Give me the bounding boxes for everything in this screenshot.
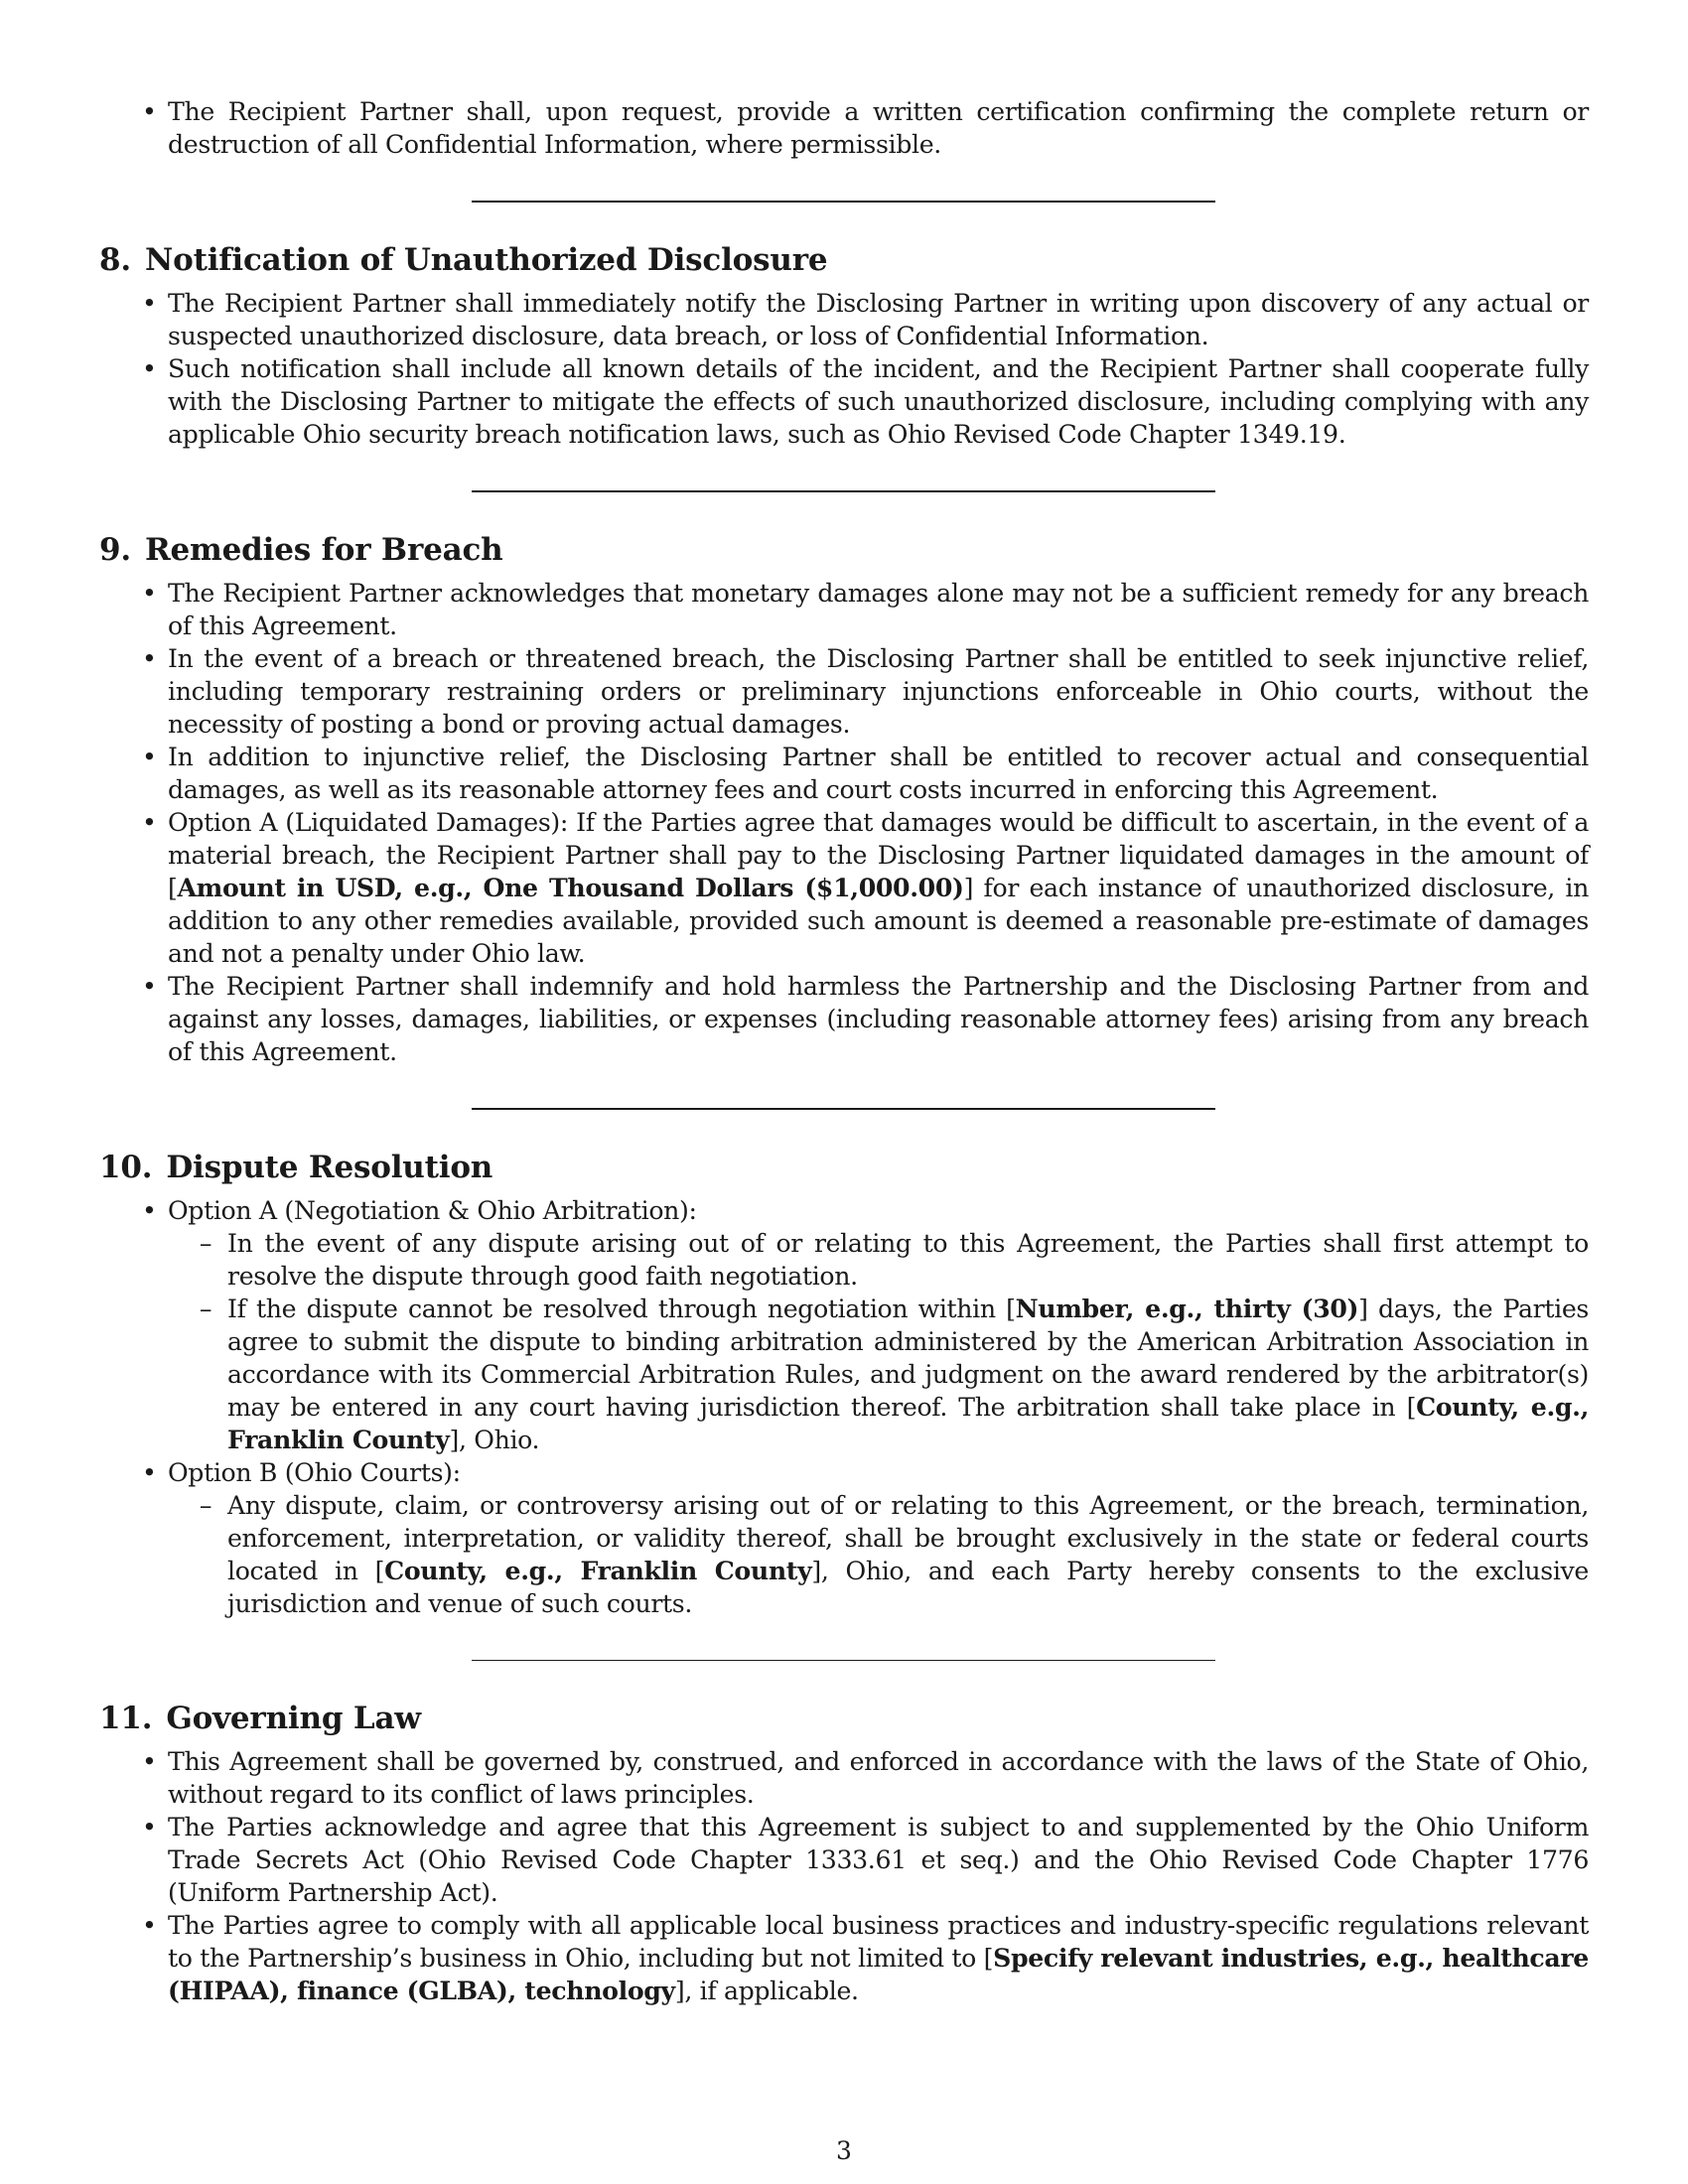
section-heading-8	[99, 240, 1589, 280]
dash-icon: –	[199, 1491, 212, 1520]
section-divider	[472, 1660, 1215, 1661]
list-item	[142, 95, 1589, 161]
section-title: Remedies for Breach	[144, 532, 503, 568]
dash-icon: –	[199, 1229, 212, 1258]
list-item	[142, 1456, 1589, 1620]
option-a-sublist	[168, 1227, 1589, 1456]
section-divider	[472, 490, 1215, 492]
bullet-icon: •	[142, 1196, 157, 1225]
list-item-text: This Agreement shall be governed by, construed, and enforced in accordance with the laws of the State of Ohio, without regard to its conflict of laws principles.	[168, 1747, 1589, 1809]
list-item	[142, 642, 1589, 741]
section-heading-10	[99, 1148, 1589, 1187]
text-run: Option A (Liquidated Damages): If the Parties agree that damages would be difficult to ascertain, in the event of a material breach, the Recipient Partner shall pay to the Disclosing Partner liquidated damages in the amount of [	[168, 808, 1589, 902]
section-title: Governing Law	[166, 1701, 421, 1736]
list-item	[142, 352, 1589, 451]
list-item-text: In addition to injunctive relief, the Disclosing Partner shall be entitled to recover actual and consequential damages, as well as its reasonable attorney fees and court costs incurred in enforcing this Agreement.	[168, 743, 1589, 804]
text-run: The Parties agree to comply with all applicable local business practices and industry-specific regulations relevant to the Partnership’s business in Ohio, including but not limited to [	[168, 1911, 1589, 1973]
list-item-text: The Parties acknowledge and agree that this Agreement is subject to and supplemented by the Ohio Uniform Trade Secrets Act (Ohio Revised Code Chapter 1333.61 et seq.) and the Ohio Revised Code Chapter 1776 (Uniform Partnership Act).	[168, 1813, 1589, 1907]
placeholder-days: Number, e.g., thirty (30)	[1015, 1294, 1359, 1323]
bullet-icon: •	[142, 1813, 157, 1842]
text-run: Any dispute, claim, or controversy arising out of or relating to this Agreement, or the breach, termination, enforcement, interpretation, or validity thereof, shall be brought exclusively in the state or federal courts located in [	[227, 1491, 1589, 1585]
list-item-text	[168, 808, 1589, 968]
list-item-text: The Recipient Partner shall, upon request, provide a written certification confirming the complete return or destruction of all Confidential Information, where permissible.	[168, 97, 1589, 159]
dash-icon: –	[199, 1295, 212, 1323]
option-label: Option B (Ohio Courts):	[168, 1458, 461, 1487]
bullet-icon: •	[142, 644, 157, 673]
placeholder-industries: Specify relevant industries, e.g., healthcare (HIPAA), finance (GLBA), technology	[168, 1943, 1589, 2005]
list-item-text: In the event of a breach or threatened breach, the Disclosing Partner shall be entitled to seek injunctive relief, including temporary restraining orders or preliminary injunctions enforceable in Ohio courts, without the necessity of posting a bond or proving actual damages.	[168, 644, 1589, 739]
bullet-icon: •	[142, 289, 157, 318]
document-body	[99, 95, 1589, 2007]
list-item-text: The Recipient Partner shall immediately notify the Disclosing Partner in writing upon discovery of any actual or suspected unauthorized disclosure, data breach, or loss of Confidential Information.	[168, 289, 1589, 350]
text-run: ] days, the Parties agree to submit the dispute to binding arbitration administered by the American Arbitration Association in accordance with its Commercial Arbitration Rules, and judgment on the award rendered by the arbitrator(s) may be entered in any court having jurisdiction thereof. The arbitration shall take place in [	[227, 1295, 1589, 1422]
text-run: ], if applicable.	[674, 1977, 859, 2005]
page-number: 3	[836, 2136, 852, 2165]
list-item-text	[168, 1911, 1589, 2005]
placeholder-county: County, e.g., Franklin County	[227, 1392, 1590, 1454]
section-heading-11	[99, 1699, 1589, 1738]
list-item	[142, 287, 1589, 352]
bullet-icon: •	[142, 1747, 157, 1776]
placeholder-county: County, e.g., Franklin County	[384, 1556, 812, 1585]
section-11-list	[99, 1745, 1589, 2007]
list-item	[142, 806, 1589, 970]
bullet-icon: •	[142, 808, 157, 837]
section-number: 10.	[99, 1150, 153, 1185]
bullet-icon: •	[142, 97, 157, 126]
bullet-icon: •	[142, 579, 157, 608]
sublist-item	[199, 1489, 1589, 1620]
section-title: Notification of Unauthorized Disclosure	[144, 242, 828, 278]
section-8-list	[99, 287, 1589, 451]
section-number: 8.	[99, 242, 131, 278]
list-item	[142, 1745, 1589, 1811]
placeholder-amount: Amount in USD, e.g., One Thousand Dollars ($1,000.00)	[177, 873, 964, 902]
section-divider	[472, 1108, 1215, 1110]
option-b-sublist	[168, 1489, 1589, 1620]
option-label: Option A (Negotiation & Ohio Arbitration):	[168, 1196, 697, 1225]
bullet-icon: •	[142, 1458, 157, 1487]
list-item-text: The Recipient Partner shall indemnify and hold harmless the Partnership and the Disclosing Partner from and against any losses, damages, liabilities, or expenses (including reasonable attorney fees) arising from any breach of this Agreement.	[168, 972, 1589, 1066]
list-item-text: The Recipient Partner acknowledges that monetary damages alone may not be a sufficient remedy for any breach of this Agreement.	[168, 579, 1589, 640]
section-number: 11.	[99, 1701, 153, 1736]
list-item	[142, 970, 1589, 1068]
section-number: 9.	[99, 532, 131, 568]
text-run: If the dispute cannot be resolved through negotiation within [	[227, 1295, 1016, 1323]
sublist-item	[199, 1227, 1589, 1293]
bullet-icon: •	[142, 354, 157, 383]
section-10-list	[99, 1194, 1589, 1620]
sublist-item-text	[227, 1491, 1589, 1618]
text-run: ], Ohio.	[449, 1426, 540, 1454]
section-heading-9	[99, 530, 1589, 570]
list-item	[142, 741, 1589, 806]
sublist-item-text: In the event of any dispute arising out of or relating to this Agreement, the Parties shall first attempt to resolve the dispute through good faith negotiation.	[227, 1229, 1589, 1291]
list-item	[142, 1811, 1589, 1909]
list-item	[142, 1194, 1590, 1456]
text-run: ], Ohio, and each Party hereby consents to the exclusive jurisdiction and venue of such courts.	[227, 1557, 1589, 1618]
text-run: ] for each instance of unauthorized disclosure, in addition to any other remedies available, provided such amount is deemed a reasonable pre-estimate of damages and not a penalty under Ohio law.	[168, 874, 1589, 968]
bullet-icon: •	[142, 972, 157, 1001]
bullet-icon: •	[142, 743, 157, 771]
sublist-item	[199, 1293, 1590, 1456]
intro-list	[99, 95, 1589, 161]
bullet-icon: •	[142, 1911, 157, 1940]
list-item	[142, 577, 1589, 642]
list-item-text: Such notification shall include all known details of the incident, and the Recipient Partner shall cooperate fully with the Disclosing Partner to mitigate the effects of such unauthorized disclosure, including complying with any applicable Ohio security breach notification laws, such as Ohio Revised Code Chapter 1349.19.	[168, 354, 1589, 449]
list-item	[142, 1909, 1589, 2007]
section-divider	[472, 201, 1215, 203]
section-9-list	[99, 577, 1589, 1068]
sublist-item-text	[227, 1295, 1589, 1454]
section-title: Dispute Resolution	[166, 1150, 493, 1185]
